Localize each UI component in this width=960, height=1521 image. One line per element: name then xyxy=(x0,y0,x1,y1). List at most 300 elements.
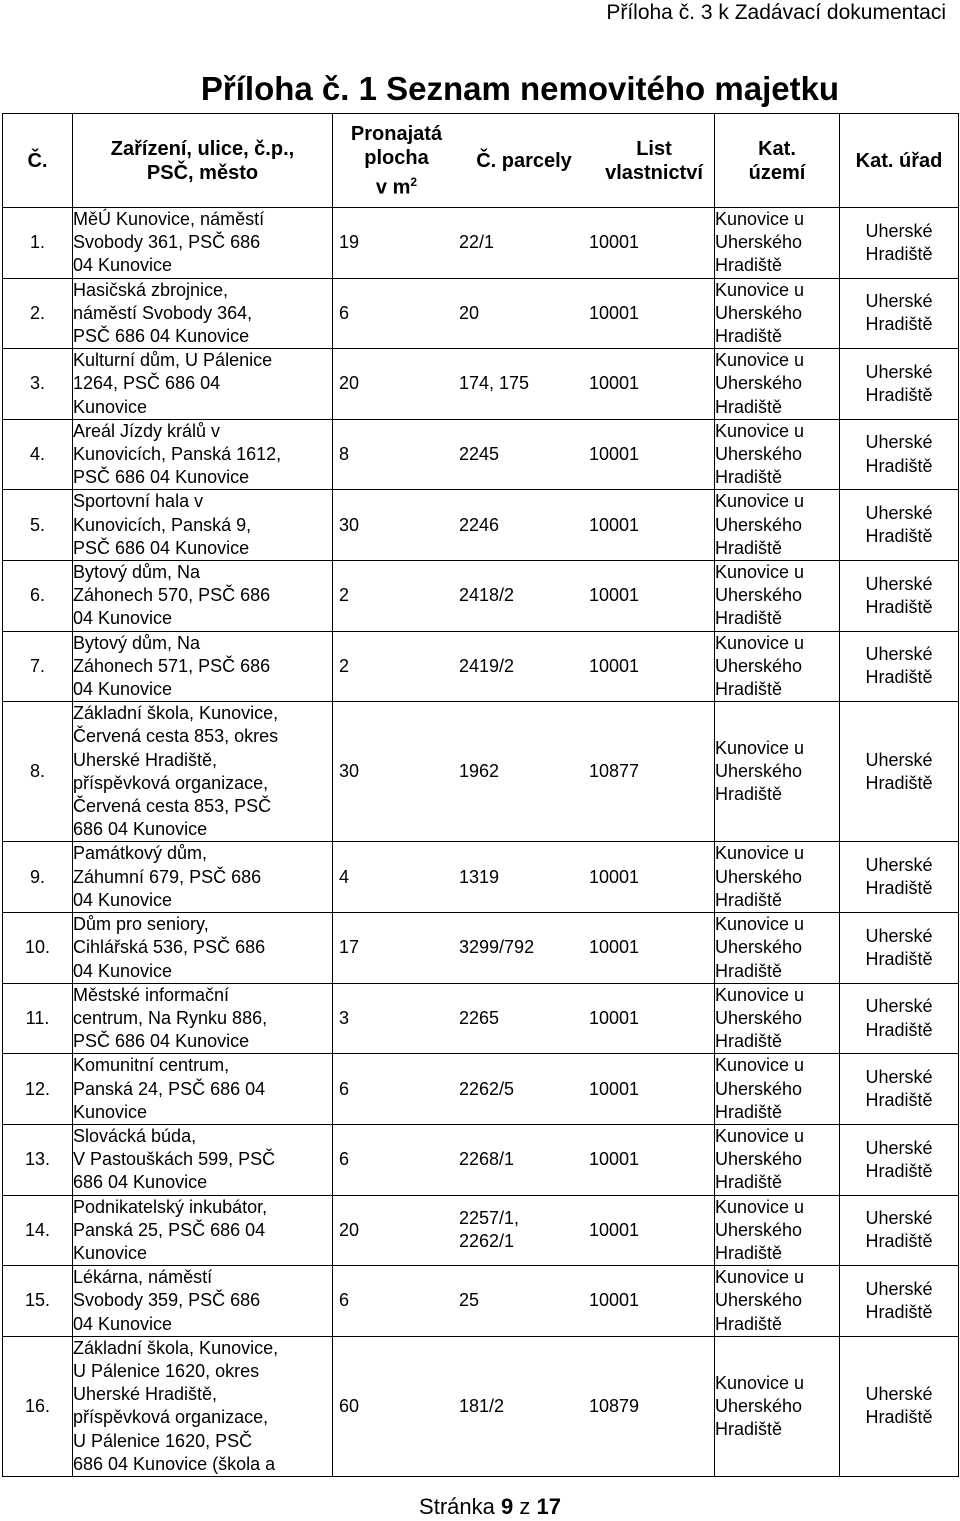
cadastral-office xyxy=(840,278,959,349)
cadastral-area xyxy=(715,1195,840,1266)
ownership-list: 10001 xyxy=(589,937,640,958)
facility-address-line: Svobody 361, PSČ 686 xyxy=(73,232,261,253)
facility-address-line: PSČ 686 04 Kunovice xyxy=(73,537,250,558)
parcel-data-columns xyxy=(333,1289,714,1312)
facility-address-line: Panská 24, PSČ 686 04 xyxy=(73,1078,266,1099)
facility-address-line: centrum, Na Rynku 886, xyxy=(73,1007,268,1028)
cadastral-area-line: Kunovice u xyxy=(715,1125,805,1146)
parcel-number xyxy=(459,372,589,395)
rented-area: 3 xyxy=(339,1007,350,1028)
cadastral-area xyxy=(715,842,840,913)
cadastral-office xyxy=(840,208,959,279)
facility-address-line: Lékárna, náměstí xyxy=(73,1267,213,1288)
row-number: 3. xyxy=(3,349,73,420)
cadastral-area-line: Uherského xyxy=(715,302,803,323)
parcel-data-columns xyxy=(333,1148,714,1171)
rented-area: 19 xyxy=(339,232,360,253)
cadastral-office xyxy=(840,419,959,490)
parcel-data-columns xyxy=(333,1395,714,1418)
ownership-list: 10001 xyxy=(589,1219,640,1240)
cadastral-office-line: Uherské xyxy=(865,925,933,946)
cadastral-office-line: Uherské xyxy=(865,291,933,312)
parcel-data xyxy=(333,349,715,420)
cadastral-area-line: Uherského xyxy=(715,232,803,253)
parcel-data-columns xyxy=(333,302,714,325)
cadastral-area xyxy=(715,490,840,561)
facility-address-line: 04 Kunovice xyxy=(73,679,173,700)
page-footer xyxy=(0,1494,960,1520)
facility-address xyxy=(73,349,333,420)
cadastral-area-line: Uherského xyxy=(715,937,803,958)
header-plocha-unit-text: v m xyxy=(375,176,411,199)
rented-area: 20 xyxy=(339,373,360,394)
table-row xyxy=(3,1054,959,1125)
cadastral-area-line: Kunovice u xyxy=(715,562,805,583)
facility-address-line: Slovácká búda, xyxy=(73,1125,197,1146)
parcel-number-line: 3299/792 xyxy=(459,937,535,958)
parcel-number xyxy=(459,655,589,678)
rented-area: 4 xyxy=(339,866,350,887)
facility-address-line: Kunovice xyxy=(73,1101,148,1122)
facility-address-line: Komunitní centrum, xyxy=(73,1055,230,1076)
parcel-number-line: 2265 xyxy=(459,1007,500,1028)
facility-address-line: Kunovicích, Panská 1612, xyxy=(73,444,282,465)
ownership-list: 10001 xyxy=(589,373,640,394)
parcel-number xyxy=(459,584,589,607)
rented-area: 30 xyxy=(339,514,360,535)
parcel-number-line: 25 xyxy=(459,1290,480,1311)
cadastral-area-line: Kunovice u xyxy=(715,1372,805,1393)
ownership-list: 10877 xyxy=(589,761,640,782)
parcel-number-line: 181/2 xyxy=(459,1395,505,1416)
facility-address xyxy=(73,419,333,490)
parcel-data xyxy=(333,1266,715,1337)
rented-area: 20 xyxy=(339,1219,360,1240)
table-row xyxy=(3,1124,959,1195)
cadastral-office-line: Hradiště xyxy=(865,455,933,476)
facility-address-line: Kunovicích, Panská 9, xyxy=(73,514,252,535)
row-number: 12. xyxy=(3,1054,73,1125)
cadastral-office xyxy=(840,1124,959,1195)
ownership-list: 10001 xyxy=(589,1078,640,1099)
rented-area: 17 xyxy=(339,937,360,958)
cadastral-area-line: Kunovice u xyxy=(715,1267,805,1288)
facility-address xyxy=(73,1054,333,1125)
cadastral-area-line: Uherského xyxy=(715,1078,803,1099)
parcel-number xyxy=(459,1148,589,1171)
facility-address-line: Základní škola, Kunovice, xyxy=(73,1337,279,1358)
cadastral-office-line: Hradiště xyxy=(865,878,933,899)
facility-address-line: 04 Kunovice xyxy=(73,1313,173,1334)
facility-address-line: Sportovní hala v xyxy=(73,491,204,512)
cadastral-area-line: Hradiště xyxy=(715,1313,783,1334)
cadastral-office xyxy=(840,349,959,420)
parcel-data xyxy=(333,983,715,1054)
parcel-number-line: 1319 xyxy=(459,866,500,887)
cadastral-office xyxy=(840,561,959,632)
parcel-number xyxy=(459,1395,589,1418)
table-row xyxy=(3,208,959,279)
parcel-data xyxy=(333,208,715,279)
parcel-number xyxy=(459,866,589,889)
parcel-number-line: 2246 xyxy=(459,514,500,535)
cadastral-office-line: Uherské xyxy=(865,573,933,594)
parcel-data xyxy=(333,1124,715,1195)
cadastral-area-line: Uherského xyxy=(715,514,803,535)
parcel-data-columns xyxy=(333,1207,714,1253)
cadastral-area-line: Hradiště xyxy=(715,1242,783,1263)
facility-address xyxy=(73,278,333,349)
parcel-number-line: 2418/2 xyxy=(459,585,515,606)
cadastral-area-line: Kunovice u xyxy=(715,632,805,653)
facility-address xyxy=(73,1266,333,1337)
cadastral-office-line: Hradiště xyxy=(865,772,933,793)
header-plocha-text: Pronajatá plocha xyxy=(350,122,443,169)
cadastral-office-line: Hradiště xyxy=(865,1231,933,1252)
cadastral-area xyxy=(715,1266,840,1337)
ownership-list: 10001 xyxy=(589,232,640,253)
facility-address-line: 04 Kunovice xyxy=(73,608,173,629)
cadastral-area xyxy=(715,1336,840,1476)
parcel-number xyxy=(459,231,589,254)
table-row xyxy=(3,1266,959,1337)
row-number: 4. xyxy=(3,419,73,490)
parcel-number-line: 1962 xyxy=(459,761,500,782)
ownership-list: 10879 xyxy=(589,1395,640,1416)
footer-page-number: 9 xyxy=(500,1494,514,1519)
facility-address xyxy=(73,1336,333,1476)
row-number: 16. xyxy=(3,1336,73,1476)
cadastral-office-line: Hradiště xyxy=(865,948,933,969)
parcel-data xyxy=(333,278,715,349)
rented-area: 60 xyxy=(339,1395,360,1416)
parcel-data xyxy=(333,1054,715,1125)
row-number: 10. xyxy=(3,913,73,984)
parcel-number xyxy=(459,1289,589,1312)
parcel-data xyxy=(333,702,715,842)
header-plocha-unit xyxy=(339,170,454,200)
parcel-data-columns xyxy=(333,655,714,678)
parcel-data xyxy=(333,419,715,490)
cadastral-area-line: Hradiště xyxy=(715,1101,783,1122)
facility-address-line: Bytový dům, Na xyxy=(73,562,201,583)
facility-address xyxy=(73,1195,333,1266)
parcel-data-columns xyxy=(333,1078,714,1101)
facility-address-line: Bytový dům, Na xyxy=(73,632,201,653)
cadastral-office-line: Hradiště xyxy=(865,1407,933,1428)
cadastral-area-line: Kunovice u xyxy=(715,738,805,759)
facility-address-line: V Pastouškách 599, PSČ xyxy=(73,1149,276,1170)
rented-area: 6 xyxy=(339,302,350,323)
ownership-list: 10001 xyxy=(589,444,640,465)
cadastral-area xyxy=(715,561,840,632)
rented-area: 30 xyxy=(339,761,360,782)
cadastral-area-line: Hradiště xyxy=(715,396,783,417)
facility-address-line: Kulturní dům, U Pálenice xyxy=(73,350,273,371)
parcel-data-columns xyxy=(333,866,714,889)
parcel-number-line: 2257/1, xyxy=(459,1208,520,1229)
parcel-number xyxy=(459,514,589,537)
parcel-number xyxy=(459,1007,589,1030)
ownership-list: 10001 xyxy=(589,655,640,676)
cadastral-area-line: Hradiště xyxy=(715,537,783,558)
parcel-number-line: 22/1 xyxy=(459,232,495,253)
cadastral-area xyxy=(715,702,840,842)
cadastral-area-line: Kunovice u xyxy=(715,350,805,371)
facility-address-line: PSČ 686 04 Kunovice xyxy=(73,1031,250,1052)
table-row xyxy=(3,419,959,490)
cadastral-area xyxy=(715,631,840,702)
cadastral-area-line: Uherského xyxy=(715,1290,803,1311)
facility-address-line: Areál Jízdy králů v xyxy=(73,420,221,441)
footer-middle: z xyxy=(513,1494,537,1519)
cadastral-office-line: Hradiště xyxy=(865,667,933,688)
cadastral-area-line: Uherského xyxy=(715,761,803,782)
cadastral-area-line: Hradiště xyxy=(715,1418,783,1439)
cadastral-area-line: Kunovice u xyxy=(715,1055,805,1076)
rented-area: 2 xyxy=(339,655,350,676)
parcel-data xyxy=(333,490,715,561)
cadastral-office-line: Hradiště xyxy=(865,596,933,617)
row-number: 7. xyxy=(3,631,73,702)
cadastral-office xyxy=(840,702,959,842)
parcel-number xyxy=(459,302,589,325)
facility-address xyxy=(73,1124,333,1195)
parcel-data-columns xyxy=(333,584,714,607)
cadastral-area-line: Hradiště xyxy=(715,1172,783,1193)
cadastral-office xyxy=(840,631,959,702)
parcel-data xyxy=(333,1336,715,1476)
cadastral-area-line: Hradiště xyxy=(715,960,783,981)
property-table xyxy=(2,113,959,1477)
facility-address-line: Cihlářská 536, PSČ 686 xyxy=(73,937,266,958)
facility-address xyxy=(73,631,333,702)
rented-area: 6 xyxy=(339,1149,350,1170)
table-row xyxy=(3,983,959,1054)
cadastral-office xyxy=(840,983,959,1054)
table-body xyxy=(3,208,959,1477)
cadastral-area-line: Uherského xyxy=(715,866,803,887)
cadastral-office xyxy=(840,490,959,561)
cadastral-area-line: Uherského xyxy=(715,1395,803,1416)
parcel-number xyxy=(459,936,589,959)
facility-address-line: MěÚ Kunovice, náměstí xyxy=(73,209,265,229)
cadastral-office-line: Hradiště xyxy=(865,385,933,406)
facility-address-line: Uherské Hradiště, xyxy=(73,1384,218,1405)
rented-area: 2 xyxy=(339,585,350,606)
cadastral-office-line: Hradiště xyxy=(865,314,933,335)
cadastral-area-line: Hradiště xyxy=(715,326,783,347)
rented-area: 6 xyxy=(339,1290,350,1311)
cadastral-area xyxy=(715,349,840,420)
table-row xyxy=(3,490,959,561)
facility-address xyxy=(73,208,333,279)
facility-address-line: Podnikatelský inkubátor, xyxy=(73,1196,268,1217)
table-header-row xyxy=(3,114,959,208)
cadastral-office xyxy=(840,913,959,984)
parcel-data xyxy=(333,1195,715,1266)
cadastral-area xyxy=(715,1124,840,1195)
parcel-data-columns xyxy=(333,372,714,395)
cadastral-area xyxy=(715,983,840,1054)
cadastral-area-line: Uherského xyxy=(715,1219,803,1240)
cadastral-office-line: Uherské xyxy=(865,432,933,453)
parcel-data-columns xyxy=(333,443,714,466)
cadastral-area-line: Kunovice u xyxy=(715,420,805,441)
ownership-list: 10001 xyxy=(589,1149,640,1170)
header-zarizeni: Zařízení, ulice, č.p., PSČ, město xyxy=(73,114,333,208)
cadastral-office-line: Hradiště xyxy=(865,526,933,547)
footer-page-total: 17 xyxy=(536,1494,561,1519)
rented-area: 6 xyxy=(339,1078,350,1099)
parcel-number xyxy=(459,760,589,783)
facility-address xyxy=(73,702,333,842)
table-row xyxy=(3,1195,959,1266)
parcel-number-line: 2245 xyxy=(459,444,500,465)
row-number: 9. xyxy=(3,842,73,913)
parcel-number-line: 20 xyxy=(459,302,480,323)
cadastral-office-line: Uherské xyxy=(865,855,933,876)
header-cislo: Č. xyxy=(3,114,73,208)
cadastral-area-line: Hradiště xyxy=(715,889,783,910)
facility-address-line: 04 Kunovice xyxy=(73,889,173,910)
ownership-list: 10001 xyxy=(589,1290,640,1311)
cadastral-area-line: Uherského xyxy=(715,585,803,606)
facility-address-line: Uherské Hradiště, xyxy=(73,749,218,770)
cadastral-area-line: Kunovice u xyxy=(715,209,805,229)
parcel-data xyxy=(333,913,715,984)
parcel-data-columns xyxy=(333,760,714,783)
parcel-number-line: 2262/1 xyxy=(459,1231,515,1252)
header-plocha xyxy=(333,122,454,200)
cadastral-office-line: Uherské xyxy=(865,996,933,1017)
table-row xyxy=(3,349,959,420)
row-number: 11. xyxy=(3,983,73,1054)
parcel-data-columns xyxy=(333,514,714,537)
cadastral-office xyxy=(840,1054,959,1125)
facility-address-line: příspěvková organizace, xyxy=(73,1407,269,1428)
cadastral-office-line: Hradiště xyxy=(865,243,933,264)
facility-address-line: Hasičská zbrojnice, xyxy=(73,279,229,300)
table-row xyxy=(3,842,959,913)
cadastral-area-line: Hradiště xyxy=(715,1031,783,1052)
footer-prefix: Stránka xyxy=(419,1494,501,1519)
cadastral-area-line: Kunovice u xyxy=(715,279,805,300)
cadastral-area-line: Kunovice u xyxy=(715,491,805,512)
cadastral-area xyxy=(715,1054,840,1125)
parcel-data-columns xyxy=(333,231,714,254)
header-urad: Kat. úřad xyxy=(840,114,959,208)
parcel-number-line: 2262/5 xyxy=(459,1078,515,1099)
cadastral-area xyxy=(715,208,840,279)
cadastral-office-line: Hradiště xyxy=(865,1160,933,1181)
table-row xyxy=(3,1336,959,1476)
cadastral-area xyxy=(715,278,840,349)
facility-address-line: Svobody 359, PSČ 686 xyxy=(73,1290,261,1311)
cadastral-office-line: Uherské xyxy=(865,1066,933,1087)
facility-address-line: příspěvková organizace, xyxy=(73,772,269,793)
cadastral-office-line: Hradiště xyxy=(865,1019,933,1040)
row-number: 1. xyxy=(3,208,73,279)
facility-address-line: PSČ 686 04 Kunovice xyxy=(73,326,250,347)
facility-address-line: Kunovice xyxy=(73,396,148,417)
cadastral-office xyxy=(840,1266,959,1337)
facility-address-line: 686 04 Kunovice xyxy=(73,1172,208,1193)
table-row xyxy=(3,561,959,632)
facility-address-line: Záhumní 679, PSČ 686 xyxy=(73,866,262,887)
header-data xyxy=(333,114,715,208)
cadastral-office-line: Uherské xyxy=(865,1137,933,1158)
ownership-list: 10001 xyxy=(589,302,640,323)
cadastral-office-line: Uherské xyxy=(865,644,933,665)
cadastral-area-line: Hradiště xyxy=(715,255,783,276)
parcel-number xyxy=(459,1207,589,1253)
row-number: 15. xyxy=(3,1266,73,1337)
parcel-data xyxy=(333,842,715,913)
facility-address-line: U Pálenice 1620, okres xyxy=(73,1360,260,1381)
facility-address xyxy=(73,490,333,561)
cadastral-area xyxy=(715,419,840,490)
facility-address-line: Památkový dům, xyxy=(73,843,208,864)
cadastral-area xyxy=(715,913,840,984)
cadastral-office xyxy=(840,842,959,913)
facility-address-line: U Pálenice 1620, PSČ xyxy=(73,1430,253,1451)
cadastral-area-line: Hradiště xyxy=(715,679,783,700)
cadastral-area-line: Kunovice u xyxy=(715,984,805,1005)
ownership-list: 10001 xyxy=(589,866,640,887)
cadastral-office-line: Uherské xyxy=(865,220,933,241)
cadastral-area-line: Uherského xyxy=(715,444,803,465)
header-list: List vlastnictví xyxy=(605,137,703,184)
table-row xyxy=(3,913,959,984)
cadastral-office xyxy=(840,1195,959,1266)
facility-address-line: Červená cesta 853, okres xyxy=(73,726,279,747)
facility-address-line: 04 Kunovice xyxy=(73,960,173,981)
header-uzemi: Kat. území xyxy=(715,114,840,208)
cadastral-area-line: Uherského xyxy=(715,655,803,676)
facility-address-line: 686 04 Kunovice xyxy=(73,819,208,840)
facility-address-line: Záhonech 570, PSČ 686 xyxy=(73,585,271,606)
facility-address xyxy=(73,561,333,632)
cadastral-office-line: Hradiště xyxy=(865,1090,933,1111)
cadastral-area-line: Uherského xyxy=(715,1149,803,1170)
parcel-data-columns xyxy=(333,1007,714,1030)
parcel-number xyxy=(459,443,589,466)
cadastral-area-line: Hradiště xyxy=(715,467,783,488)
parcel-number-line: 2268/1 xyxy=(459,1149,515,1170)
parcel-number-line: 2419/2 xyxy=(459,655,515,676)
cadastral-office-line: Uherské xyxy=(865,1208,933,1229)
parcel-number xyxy=(459,1078,589,1101)
ownership-list: 10001 xyxy=(589,514,640,535)
facility-address xyxy=(73,842,333,913)
cadastral-office-line: Uherské xyxy=(865,1278,933,1299)
parcel-data xyxy=(333,631,715,702)
row-number: 2. xyxy=(3,278,73,349)
table-row xyxy=(3,278,959,349)
cadastral-office-line: Uherské xyxy=(865,361,933,382)
cadastral-office-line: Hradiště xyxy=(865,1301,933,1322)
table-row xyxy=(3,631,959,702)
facility-address-line: Panská 25, PSČ 686 04 xyxy=(73,1219,266,1240)
facility-address-line: PSČ 686 04 Kunovice xyxy=(73,467,250,488)
parcel-number-line: 174, 175 xyxy=(459,373,530,394)
facility-address-line: náměstí Svobody 364, xyxy=(73,302,253,323)
header-plocha-sup: 2 xyxy=(410,174,418,189)
cadastral-area-line: Kunovice u xyxy=(715,1196,805,1217)
cadastral-office-line: Uherské xyxy=(865,1384,933,1405)
rented-area: 8 xyxy=(339,444,350,465)
